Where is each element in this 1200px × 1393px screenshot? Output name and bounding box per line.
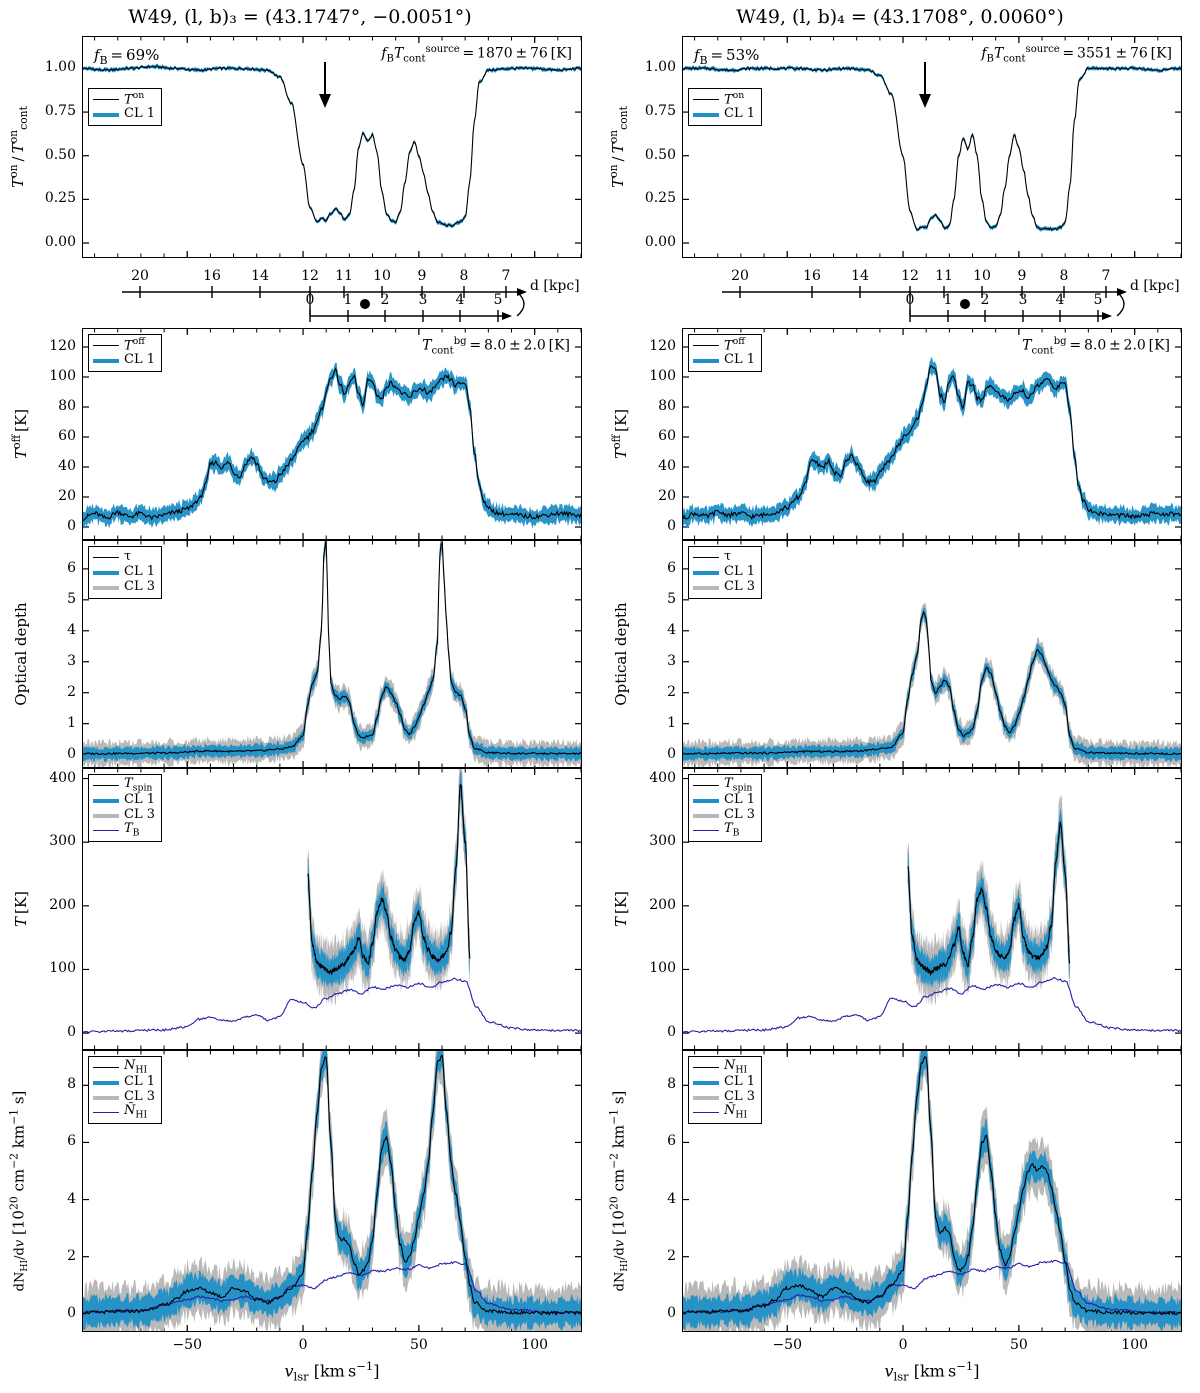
distance-tick-label-far: 3 — [1018, 292, 1028, 308]
y-axis-label: Optical depth — [612, 602, 630, 706]
y-tick-label: 120 — [49, 338, 76, 354]
legend-row4 — [88, 774, 162, 842]
fb-annotation: $f_B = 69\%$ — [94, 46, 160, 67]
distance-tick-label-far: 1 — [343, 292, 353, 308]
y-axis-label: $dN_{HI}/dv$ [$10^{20}$ $cm^{-2}$ $km^{-1}$ s] — [7, 1090, 30, 1292]
y-tick-label: 4 — [667, 621, 676, 638]
column-right — [600, 0, 1200, 1393]
y-tick-label: 0 — [667, 518, 676, 534]
distance-tick-label-near: 20 — [131, 268, 149, 284]
y-tick-label: 0.25 — [44, 190, 76, 207]
legend-swatch — [93, 1096, 119, 1100]
legend-label: τ — [724, 549, 732, 565]
y-tick-label: 0 — [667, 1304, 676, 1321]
distance-tick-label-near: 16 — [803, 268, 821, 284]
legend-swatch — [93, 799, 119, 803]
legend-swatch — [93, 1112, 119, 1113]
legend-swatch — [693, 586, 719, 590]
legend-label: CL 1 — [124, 792, 155, 808]
legend-swatch — [93, 345, 119, 346]
distance-tick-label-near: 10 — [373, 268, 391, 284]
y-tick-label: 1 — [667, 714, 676, 731]
legend-swatch — [93, 1081, 119, 1085]
legend-swatch — [93, 557, 119, 558]
y-tick-label: 4 — [67, 621, 76, 638]
legend-swatch — [93, 571, 119, 575]
distance-tick-label-near: 20 — [731, 268, 749, 284]
legend-swatch — [93, 1067, 119, 1068]
y-tick-label: 8 — [67, 1076, 76, 1093]
down-arrow-icon — [315, 62, 335, 108]
y-tick-label: 400 — [49, 769, 76, 786]
fb-annotation: $f_B = 53\%$ — [694, 46, 760, 67]
legend-label: $N_{HI}$ — [724, 1058, 748, 1076]
legend-label: $T_{spin}$ — [724, 776, 753, 794]
legend-swatch — [693, 1081, 719, 1085]
y-axis-label: T [K] — [12, 891, 30, 927]
y-tick-label: 80 — [58, 398, 76, 414]
legend-row2 — [688, 334, 762, 372]
x-tick-label: −50 — [172, 1337, 202, 1353]
distance-tick-label-far: 3 — [418, 292, 428, 308]
x-tick-label: 50 — [409, 1337, 428, 1353]
y-tick-label: 100 — [649, 368, 676, 384]
y-tick-label: 0.50 — [644, 146, 676, 163]
continuum-annotation: $f_BT_{cont}^{source} = 1870 \pm 76$ [K] — [381, 44, 572, 65]
legend-label: $N_{HI}$ — [124, 1058, 148, 1076]
y-tick-label: 6 — [67, 1133, 76, 1150]
legend-label: $T^{on}$ — [124, 90, 145, 108]
legend-row1 — [688, 88, 762, 126]
y-tick-label: 20 — [658, 488, 676, 504]
distance-tick-label-near: 9 — [417, 268, 427, 284]
legend-row5 — [88, 1056, 162, 1124]
y-tick-label: 3 — [667, 652, 676, 669]
distance-axis-label: d [kpc] — [1130, 278, 1180, 294]
legend-swatch — [93, 99, 119, 100]
panel-title: W49, (l, b)₃ = (43.1747°, −0.0051°) — [128, 6, 472, 28]
legend-swatch — [693, 359, 719, 363]
legend-swatch — [693, 814, 719, 818]
distance-tick-label-near: 7 — [501, 268, 511, 284]
y-tick-label: 3 — [67, 652, 76, 669]
y-tick-label: 2 — [667, 1247, 676, 1264]
legend-row4 — [688, 774, 762, 842]
legend-label: $T_B$ — [124, 821, 140, 839]
y-tick-label: 0.00 — [644, 234, 676, 251]
y-tick-label: 0 — [67, 518, 76, 534]
y-tick-label: 1 — [67, 714, 76, 731]
legend-row1 — [88, 88, 162, 126]
distance-tick-label-far: 0 — [905, 292, 915, 308]
distance-tick-label-far: 4 — [1055, 292, 1065, 308]
y-tick-label: 5 — [667, 590, 676, 607]
y-tick-label: 0 — [67, 1304, 76, 1321]
distance-tick-label-near: 11 — [335, 268, 353, 284]
y-tick-label: 200 — [49, 896, 76, 913]
tbg-annotation: $T_{cont}^{bg} = 8.0 \pm 2.0$ [K] — [422, 336, 570, 357]
distance-tick-label-far: 4 — [455, 292, 465, 308]
y-tick-label: 2 — [67, 1247, 76, 1264]
distance-tick-label-far: 5 — [493, 292, 503, 308]
legend-swatch — [693, 799, 719, 803]
y-tick-label: 20 — [58, 488, 76, 504]
legend-row5 — [688, 1056, 762, 1124]
legend-swatch — [93, 359, 119, 363]
distance-axis-label: d [kpc] — [530, 278, 580, 294]
distance-tick-label-near: 12 — [901, 268, 919, 284]
y-tick-label: 60 — [658, 428, 676, 444]
distance-tick-label-near: 8 — [1059, 268, 1069, 284]
y-tick-label: 4 — [667, 1190, 676, 1207]
legend-label: $T_B$ — [724, 821, 740, 839]
y-tick-label: 1.00 — [644, 59, 676, 76]
legend-label: CL 1 — [124, 106, 155, 122]
x-axis-label: $v_{lsr}$ [km $s^{-1}$] — [884, 1359, 980, 1384]
y-axis-label: $T^{on} / T^{on}_{cont}$ — [607, 106, 630, 188]
y-tick-label: 60 — [58, 428, 76, 444]
y-tick-label: 120 — [649, 338, 676, 354]
y-tick-label: 400 — [649, 769, 676, 786]
y-tick-label: 0.00 — [44, 234, 76, 251]
legend-swatch — [693, 113, 719, 117]
legend-swatch — [693, 1096, 719, 1100]
legend-swatch — [93, 113, 119, 117]
distance-tick-label-near: 11 — [935, 268, 953, 284]
y-tick-label: 0.25 — [644, 190, 676, 207]
legend-label: CL 1 — [724, 1074, 755, 1090]
x-tick-label: 50 — [1009, 1337, 1028, 1353]
x-axis-label: $v_{lsr}$ [km $s^{-1}$] — [284, 1359, 380, 1384]
legend-label: CL 3 — [724, 579, 755, 595]
y-tick-label: 6 — [67, 559, 76, 576]
legend-swatch — [693, 785, 719, 786]
legend-label: τ — [124, 549, 132, 565]
y-tick-label: 100 — [649, 960, 676, 977]
legend-swatch — [693, 571, 719, 575]
tbg-annotation: $T_{cont}^{bg} = 8.0 \pm 2.0$ [K] — [1022, 336, 1170, 357]
y-tick-label: 100 — [49, 368, 76, 384]
legend-row3 — [88, 546, 162, 599]
x-tick-label: 0 — [898, 1337, 908, 1353]
legend-row2 — [88, 334, 162, 372]
legend-swatch — [93, 586, 119, 590]
y-axis-label: Optical depth — [12, 602, 30, 706]
distance-tick-label-far: 2 — [380, 292, 390, 308]
legend-label: $T^{off}$ — [724, 336, 745, 354]
y-tick-label: 6 — [667, 1133, 676, 1150]
legend-swatch — [93, 785, 119, 786]
y-axis-label: $T^{off}$ [K] — [10, 408, 30, 460]
distance-tick-label-near: 14 — [251, 268, 269, 284]
y-tick-label: 40 — [658, 458, 676, 474]
legend-label: $Ñ_{HI}$ — [724, 1103, 748, 1121]
y-axis-label: $dN_{HI}/dv$ [$10^{20}$ $cm^{-2}$ $km^{-1}$ s] — [607, 1090, 630, 1292]
legend-label: CL 1 — [724, 352, 755, 368]
distance-tick-label-near: 14 — [851, 268, 869, 284]
y-tick-label: 0.75 — [644, 103, 676, 120]
x-tick-label: 100 — [521, 1337, 549, 1353]
distance-axis — [82, 268, 582, 324]
y-axis-label: $T^{on} / T^{on}_{cont}$ — [7, 106, 30, 188]
legend-label: $T_{spin}$ — [124, 776, 153, 794]
legend-label: $T^{on}$ — [724, 90, 745, 108]
legend-label: CL 1 — [724, 106, 755, 122]
distance-tick-label-near: 10 — [973, 268, 991, 284]
distance-tick-label-near: 9 — [1017, 268, 1027, 284]
y-tick-label: 2 — [667, 683, 676, 700]
y-tick-label: 6 — [667, 559, 676, 576]
legend-label: CL 3 — [124, 807, 155, 823]
continuum-annotation: $f_BT_{cont}^{source} = 3551 \pm 76$ [K] — [981, 44, 1172, 65]
y-tick-label: 40 — [58, 458, 76, 474]
legend-swatch — [93, 814, 119, 818]
legend-swatch — [693, 99, 719, 100]
distance-tick-label-near: 7 — [1101, 268, 1111, 284]
y-tick-label: 0 — [67, 1024, 76, 1041]
y-tick-label: 300 — [49, 833, 76, 850]
distance-tick-label-near: 16 — [203, 268, 221, 284]
distance-axis — [682, 268, 1182, 324]
distance-tick-label-far: 2 — [980, 292, 990, 308]
legend-label: CL 1 — [124, 352, 155, 368]
legend-label: CL 3 — [724, 1089, 755, 1105]
legend-swatch — [693, 830, 719, 831]
y-tick-label: 1.00 — [44, 59, 76, 76]
distance-tick-label-far: 5 — [1093, 292, 1103, 308]
x-tick-label: 100 — [1121, 1337, 1149, 1353]
y-tick-label: 0.50 — [44, 146, 76, 163]
legend-label: $Ñ_{HI}$ — [124, 1103, 148, 1121]
legend-label: CL 3 — [724, 807, 755, 823]
legend-swatch — [693, 1067, 719, 1068]
distance-tick-label-near: 12 — [301, 268, 319, 284]
legend-label: $T^{off}$ — [124, 336, 145, 354]
legend-swatch — [693, 345, 719, 346]
x-tick-label: −50 — [772, 1337, 802, 1353]
y-tick-label: 0 — [667, 745, 676, 762]
down-arrow-icon — [915, 62, 935, 108]
y-tick-label: 200 — [649, 896, 676, 913]
legend-swatch — [693, 557, 719, 558]
legend-label: CL 3 — [124, 1089, 155, 1105]
distance-tick-label-near: 8 — [459, 268, 469, 284]
panel-title: W49, (l, b)₄ = (43.1708°, 0.0060°) — [736, 6, 1064, 28]
legend-label: CL 1 — [124, 1074, 155, 1090]
legend-label: CL 3 — [124, 579, 155, 595]
y-tick-label: 100 — [49, 960, 76, 977]
distance-tick-label-far: 0 — [305, 292, 315, 308]
y-tick-label: 0 — [67, 745, 76, 762]
y-axis-label: $T^{off}$ [K] — [610, 408, 630, 460]
y-tick-label: 5 — [67, 590, 76, 607]
y-tick-label: 8 — [667, 1076, 676, 1093]
y-axis-label: T [K] — [612, 891, 630, 927]
y-tick-label: 4 — [67, 1190, 76, 1207]
y-tick-label: 80 — [658, 398, 676, 414]
x-tick-label: 0 — [298, 1337, 308, 1353]
legend-swatch — [693, 1112, 719, 1113]
legend-swatch — [93, 830, 119, 831]
legend-row3 — [688, 546, 762, 599]
legend-label: CL 1 — [724, 792, 755, 808]
y-tick-label: 2 — [67, 683, 76, 700]
legend-label: CL 1 — [724, 564, 755, 580]
y-tick-label: 0 — [667, 1024, 676, 1041]
y-tick-label: 0.75 — [44, 103, 76, 120]
y-tick-label: 300 — [649, 833, 676, 850]
distance-tick-label-far: 1 — [943, 292, 953, 308]
legend-label: CL 1 — [124, 564, 155, 580]
